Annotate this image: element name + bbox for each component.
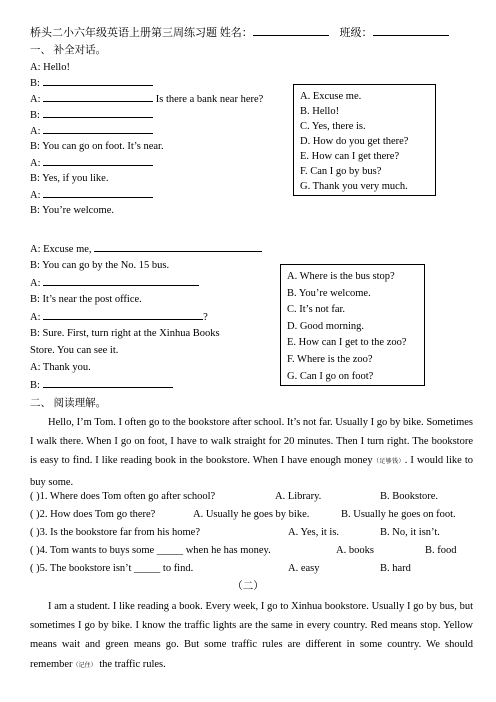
options-box-1 (293, 84, 436, 196)
option-a: A. Library. (275, 491, 322, 502)
name-blank[interactable] (253, 26, 329, 36)
answer-paren[interactable]: ( ) (30, 563, 40, 574)
dialog1-line: B: You’re welcome. (30, 205, 114, 216)
option-item: A. Where is the bus stop? (287, 271, 395, 282)
answer-paren[interactable]: ( ) (30, 527, 40, 538)
answer-blank[interactable] (43, 276, 199, 286)
name-label: 姓名： (219, 27, 253, 39)
option-item: F. Can I go by bus? (300, 166, 382, 177)
option-b: B. food (425, 545, 457, 556)
answer-blank[interactable] (43, 108, 153, 118)
answer-blank[interactable] (43, 156, 153, 166)
option-item: F. Where is the zoo? (287, 353, 373, 365)
question-row: ( )3. Is the bookstore far from his home? (30, 527, 201, 538)
option-item: D. How do you get there? (300, 136, 409, 147)
options-box-2 (280, 264, 425, 386)
worksheet-title: 桥头二小六年级英语上册第三周练习题 (30, 27, 217, 39)
option-b: B. Usually he goes on foot. (341, 509, 456, 520)
option-a: A. books (336, 545, 374, 556)
worksheet-header (30, 26, 449, 40)
option-item: E. How can I get to the zoo? (287, 337, 407, 349)
answer-paren[interactable]: ( ) (30, 545, 40, 556)
question-row: ( )2. How does Tom go there? (30, 509, 156, 520)
option-b: B. Bookstore. (380, 491, 439, 502)
answer-blank[interactable] (94, 242, 262, 252)
footnote-gloss: （记住） (72, 662, 97, 669)
answer-blank[interactable] (43, 92, 153, 102)
part2-label: （二） (232, 581, 264, 592)
answer-blank[interactable] (43, 310, 203, 320)
answer-paren[interactable]: ( ) (30, 509, 40, 520)
option-a: A. easy (288, 563, 320, 574)
option-item: C. Yes, there is. (300, 121, 366, 132)
dialog1-line: B: You can go on foot. It’s near. (30, 141, 164, 152)
reading-passage-2: I am a student. I like reading a book. Every week, I go to Xinhua bookstore. Usually I go by bus, but sometimes I go by bike. I know the traffic lights are the same in every country. Red means stop. Yellow means wait and green means go. But some traffic rules are different in some country. We should remember（记住） the traffic rules. (30, 601, 473, 670)
answer-blank[interactable] (43, 378, 173, 388)
dialog2-line: Store. You can see it. (30, 345, 119, 356)
dialog1-line: A: (30, 156, 153, 170)
option-a: A. Yes, it is. (288, 527, 340, 538)
option-item: G. Thank you very much. (300, 181, 408, 192)
option-item: B. You’re welcome. (287, 287, 371, 299)
dialog1-line: A: (30, 188, 153, 202)
class-blank[interactable] (373, 26, 449, 36)
dialog1-line: A: (30, 124, 153, 138)
section2-heading: 二、 阅读理解。 (30, 398, 107, 409)
dialog1-line: B: (30, 76, 153, 90)
dialog1-line: A: Hello! (30, 62, 70, 73)
option-item: C. It’s not far. (287, 304, 346, 316)
option-item: A. Excuse me. (300, 91, 362, 102)
option-item: G. Can I go on foot? (287, 370, 374, 382)
option-b: B. No, it isn’t. (380, 527, 440, 538)
option-b: B. hard (380, 563, 411, 574)
dialog1-line: B: Yes, if you like. (30, 173, 109, 184)
dialog1-line: B: (30, 108, 153, 122)
answer-paren[interactable]: ( ) (30, 491, 40, 502)
question-row: ( )5. The bookstore isn’t _____ to find. (30, 563, 194, 574)
dialog2-line: B: Sure. First, turn right at the Xinhua Books (30, 328, 220, 339)
question-row: ( )1. Where does Tom often go after school? (30, 491, 216, 502)
answer-blank[interactable] (43, 188, 153, 198)
dialog2-line: A: ? (30, 312, 208, 323)
class-label: 班级： (339, 27, 373, 39)
question-row: ( )4. Tom wants to buys some _____ when he has money. (30, 545, 271, 556)
option-item: E. How can I get there? (300, 151, 400, 162)
option-item: D. Good morning. (287, 320, 364, 332)
dialog2-line: A: Thank you. (30, 362, 91, 373)
dialog2-line: B: (30, 378, 173, 392)
dialog1-line: A: Is there a bank near here? (30, 94, 264, 105)
option-item: B. Hello! (300, 106, 340, 117)
dialog2-line: A: Excuse me, (30, 242, 262, 256)
dialog2-line: B: It’s near the post office. (30, 294, 142, 305)
footnote-gloss: （足够钱） (372, 459, 405, 466)
answer-blank[interactable] (43, 76, 153, 86)
dialog2-line: A: (30, 276, 199, 290)
answer-blank[interactable] (43, 124, 153, 134)
dialog2-line: B: You can go by the No. 15 bus. (30, 260, 170, 271)
section1-heading: 一、 补全对话。 (30, 45, 107, 56)
option-a: A. Usually he goes by bike. (193, 509, 310, 520)
reading-passage-1: Hello, I’m Tom. I often go to the bookstore after school. It’s not far. Usually I go by bike. Sometimes I walk there. When I go on foot, I have to walk straight for 20 minutes. Then I turn right. The bookstore is easy to find. I like reading book in the bookstore. When I have enough money（足够钱）. I would like to buy some. (30, 417, 473, 488)
